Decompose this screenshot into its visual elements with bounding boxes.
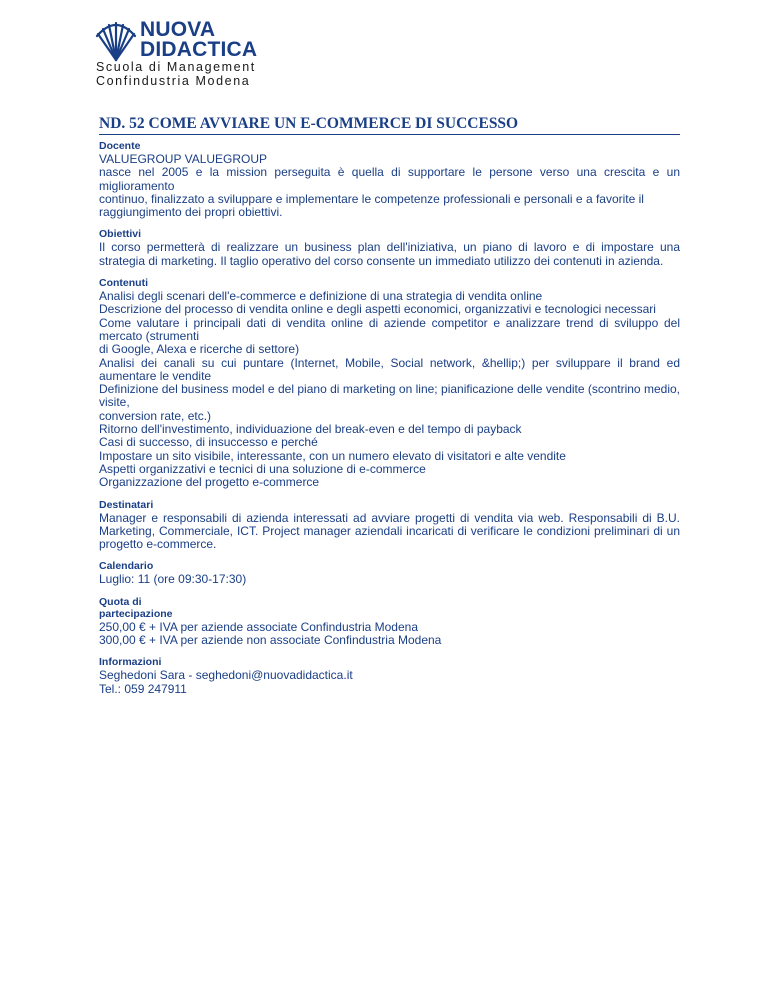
text-line: Analisi degli scenari dell'e-commerce e definizione di una strategia di vendita online: [99, 289, 543, 304]
text-line: di Google, Alexa e ricerche di settore): [99, 342, 300, 357]
section-text: [99, 512, 680, 552]
logo-title-line1: NUOVA: [140, 18, 216, 41]
section-quota-di-partecipazione: [99, 596, 680, 648]
text-line: Aspetti organizzativi e tecnici di una soluzione di e-commerce: [99, 461, 426, 476]
section-label: Destinatari: [99, 498, 154, 511]
section-text: [99, 290, 680, 489]
text-line: Casi di successo, di insuccesso e perché: [99, 435, 318, 450]
text-line: Come valutare i principali dati di vendita online di aziende competitor e analizzare trend di sviluppo del mercato (strumenti: [99, 315, 680, 343]
shell-logo-icon: [94, 20, 138, 62]
section-text: [99, 573, 680, 586]
section-text: [99, 241, 680, 268]
text-line: 250,00 € + IVA per aziende associate Confindustria Modena: [99, 619, 418, 634]
section-informazioni: [99, 656, 680, 696]
section-contenuti: [99, 277, 680, 489]
section-obiettivi: [99, 228, 680, 268]
text-line: nasce nel 2005 e la mission perseguita è quella di supportare le persone verso una crescita e un miglioramento: [99, 165, 680, 193]
section-label: Docente: [99, 140, 141, 152]
logo: [94, 18, 284, 86]
text-line: Seghedoni Sara - seghedoni@nuovadidactica.it: [99, 668, 353, 683]
text-line: 300,00 € + IVA per aziende non associate Confindustria Modena: [99, 633, 442, 648]
logo-subtitle-line2: Confindustria Modena: [96, 74, 251, 88]
section-label: Informazioni: [99, 656, 162, 669]
text-line: Tel.: 059 247911: [99, 681, 187, 696]
section-label: Obiettivi: [99, 228, 142, 241]
course-details: [99, 140, 680, 705]
logo-subtitle-line1: Scuola di Management: [96, 60, 256, 74]
text-line: raggiungimento dei propri obiettivi.: [99, 205, 283, 220]
text-line: Analisi dei canali su cui puntare (Internet, Mobile, Social network, &hellip;) per sviluppare il brand ed aumentare le vendite: [99, 355, 680, 383]
section-label: Calendario: [99, 560, 154, 573]
section-text: [99, 153, 680, 219]
text-line: conversion rate, etc.): [99, 408, 212, 423]
logo-title-line2: DIDACTICA: [140, 38, 258, 61]
text-line: Manager e responsabili di azienda interessati ad avviare progetti di vendita via web. Responsabili di B.U. Marketing, Commerciale, ICT. Project manager aziendali incaricati di verificare le condizioni preliminari di un progetto e-commerce.: [99, 510, 680, 552]
text-line: Luglio: 11 (ore 09:30-17:30): [99, 572, 247, 587]
section-docente: [99, 140, 680, 219]
text-line: Descrizione del processo di vendita online e degli aspetti economici, organizzativi e tecnologici necessari: [99, 302, 656, 317]
text-line: Definizione del business model e del piano di marketing on line; pianificazione delle vendite (scontrino medio, visite,: [99, 382, 680, 410]
text-line: Ritorno dell'investimento, individuazione del break-even e del tempo di payback: [99, 422, 522, 437]
logo-title: [140, 20, 257, 60]
logo-subtitle: [96, 60, 256, 88]
text-line: Impostare un sito visibile, interessante, con un numero elevato di visitatori e alte vendite: [99, 448, 566, 463]
section-destinatari: [99, 499, 680, 552]
section-label: Quota di partecipazione: [99, 595, 173, 620]
section-text: [99, 621, 680, 648]
section-label: Contenuti: [99, 277, 148, 290]
text-line: Il corso permetterà di realizzare un business plan dell'iniziativa, un piano di lavoro e di impostare una strategia di marketing. Il taglio operativo del corso consente un immediato utilizzo dei contenuti in azienda.: [99, 240, 680, 268]
section-text: [99, 669, 680, 696]
text-line: Organizzazione del progetto e-commerce: [99, 475, 320, 490]
text-line: VALUEGROUP VALUEGROUP: [99, 152, 268, 166]
text-line: continuo, finalizzato a sviluppare e implementare le competenze professionali e personali e a favorite il: [99, 191, 644, 206]
section-calendario: [99, 560, 680, 586]
page-title: ND. 52 COME AVVIARE UN E-COMMERCE DI SUCCESSO: [99, 115, 680, 135]
